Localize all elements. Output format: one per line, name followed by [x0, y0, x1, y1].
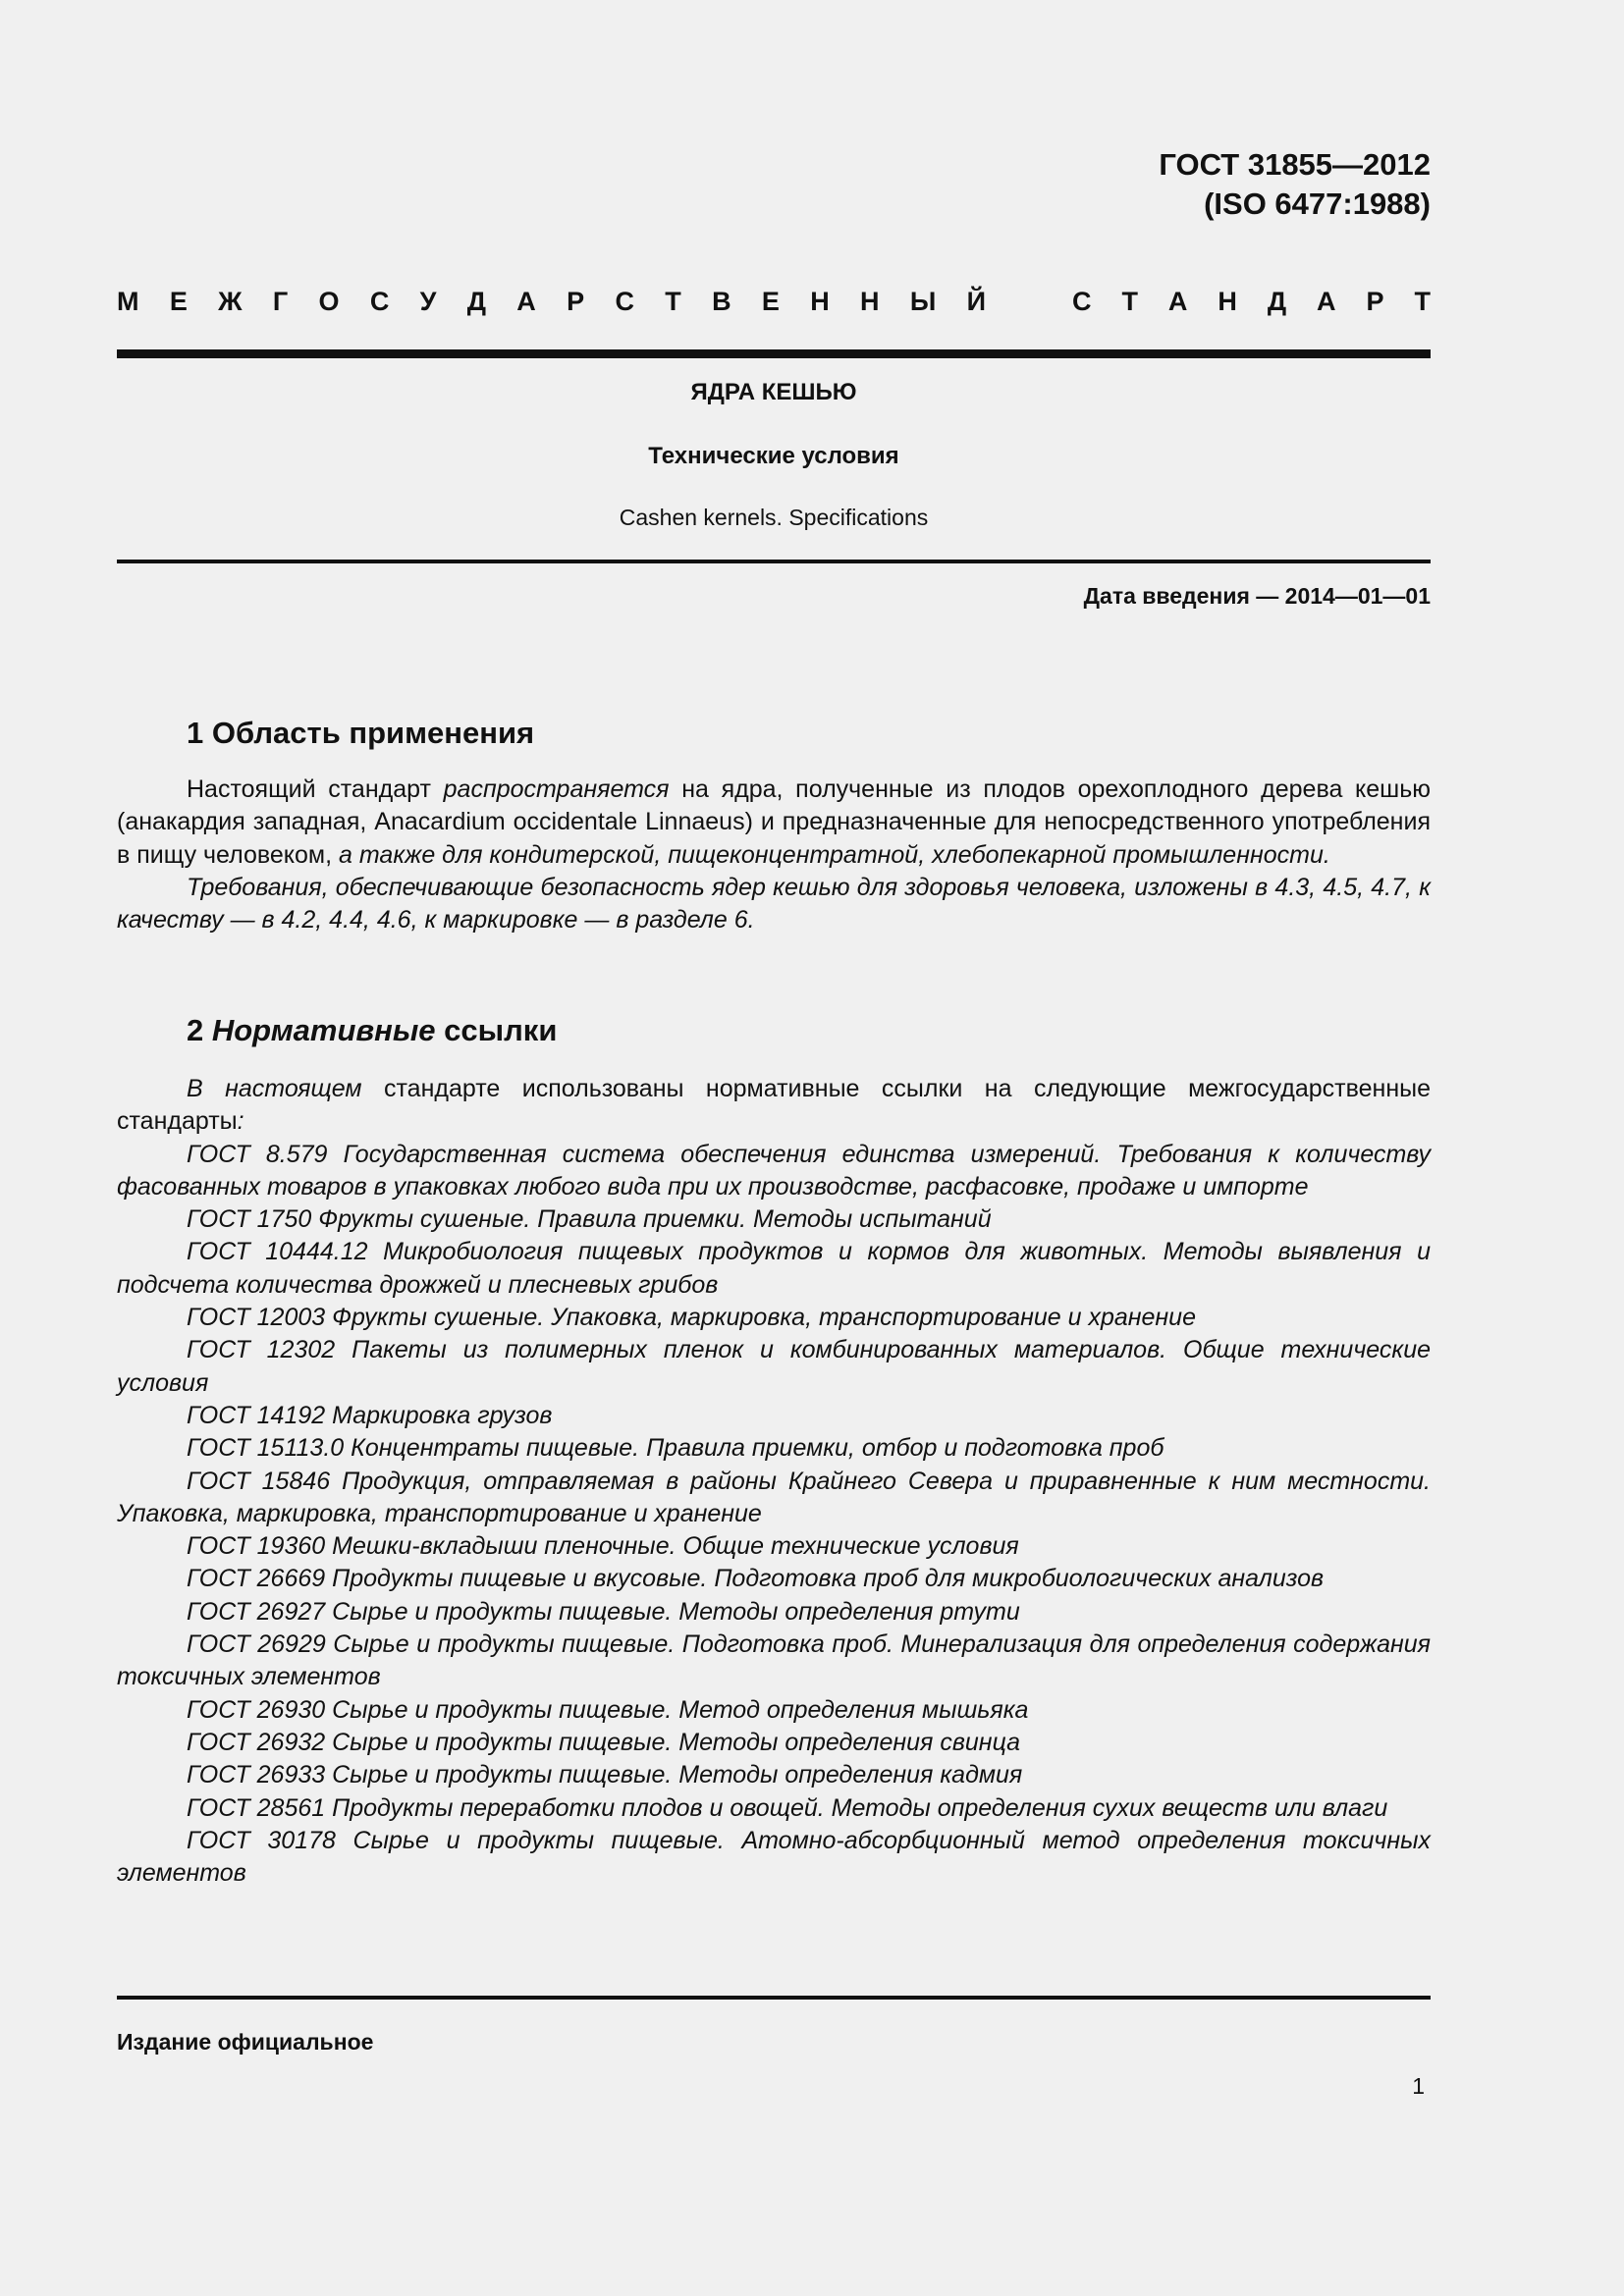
section-1-paragraph-1: Настоящий стандарт распространяется на ядра, полученные из плодов орехоплодного дерева кешью (анакардия западная, Anacardium occidentale Linnaeus) и предназначенные для непосредственного употребления в пищу человеком, а также для кондитерской, пищеконцентратной, хлебопекарной промышленности.	[117, 775, 1431, 869]
banner-letter: С	[1072, 287, 1092, 316]
interstate-standard-banner	[117, 287, 1431, 317]
banner-letter: Т	[1121, 287, 1138, 316]
banner-letter: Р	[567, 287, 585, 316]
reference-item: ГОСТ 26932 Сырье и продукты пищевые. Методы определения свинца	[187, 1728, 1021, 1756]
banner-letter: У	[419, 287, 437, 316]
reference-item: ГОСТ 1750 Фрукты сушеные. Правила приемки. Методы испытаний	[187, 1205, 992, 1234]
banner-word-interstate	[117, 287, 986, 317]
section-2-body	[117, 1073, 1431, 1890]
standard-number: ГОСТ 31855—2012	[1159, 147, 1431, 182]
official-edition-label: Издание официальное	[117, 2029, 374, 2055]
reference-item: ГОСТ 26929 Сырье и продукты пищевые. Подготовка проб. Минерализация для определения содержания токсичных элементов	[117, 1630, 1431, 1691]
reference-item: ГОСТ 26930 Сырье и продукты пищевые. Метод определения мышьяка	[187, 1695, 1029, 1724]
reference-item: ГОСТ 26933 Сырье и продукты пищевые. Методы определения кадмия	[187, 1761, 1023, 1789]
page-number: 1	[1412, 2073, 1425, 2099]
banner-letter: С	[615, 287, 634, 316]
banner-letter: Д	[1267, 287, 1287, 316]
reference-item: ГОСТ 12003 Фрукты сушеные. Упаковка, маркировка, транспортирование и хранение	[187, 1304, 1196, 1332]
banner-letter: А	[516, 287, 536, 316]
banner-letter: Р	[1366, 287, 1384, 316]
banner-letter: А	[1167, 287, 1188, 316]
reference-item: ГОСТ 15113.0 Концентраты пищевые. Правила приемки, отбор и подготовка проб	[187, 1434, 1164, 1463]
standard-number-block	[1159, 145, 1431, 224]
banner-word-standard	[1072, 287, 1431, 317]
document-title: ЯДРА КЕШЬЮ	[690, 379, 857, 405]
reference-item: ГОСТ 12302 Пакеты из полимерных пленок и комбинированных материалов. Общие технические условия	[117, 1336, 1431, 1397]
iso-number: (ISO 6477:1988)	[1204, 187, 1431, 221]
banner-letter: Т	[665, 287, 681, 316]
banner-letter: Н	[860, 287, 880, 316]
title-rule	[117, 560, 1431, 563]
banner-letter: Т	[1414, 287, 1431, 316]
banner-letter: Е	[169, 287, 188, 316]
banner-letter: М	[117, 287, 139, 316]
document-subtitle: Технические условия	[648, 443, 899, 469]
banner-letter: Н	[1218, 287, 1237, 316]
section-2-intro: В настоящем стандарте использованы нормативные ссылки на следующие межгосударственные стандарты:	[117, 1075, 1432, 1136]
banner-letter: Е	[761, 287, 780, 316]
reference-item: ГОСТ 8.579 Государственная система обеспечения единства измерений. Требования к количеству фасованных товаров в упаковках любого вида при их производстве, расфасовке, продаже и импорте	[117, 1140, 1431, 1201]
banner-letter: Н	[810, 287, 830, 316]
reference-item: ГОСТ 26927 Сырье и продукты пищевые. Методы определения ртути	[187, 1597, 1020, 1626]
reference-item: ГОСТ 30178 Сырье и продукты пищевые. Атомно-абсорбционный метод определения токсичных элементов	[117, 1826, 1431, 1888]
banner-letter: Ж	[218, 287, 243, 316]
banner-letter: Ы	[909, 287, 937, 316]
banner-letter: В	[712, 287, 731, 316]
banner-letter: А	[1317, 287, 1336, 316]
normative-references-list	[117, 1139, 1431, 1891]
banner-letter: Й	[966, 287, 986, 316]
header-rule	[117, 349, 1431, 358]
reference-item: ГОСТ 28561 Продукты переработки плодов и овощей. Методы определения сухих веществ или влаги	[187, 1793, 1388, 1822]
introduction-date: Дата введения — 2014—01—01	[1083, 583, 1431, 609]
footer-rule	[117, 1996, 1431, 2000]
reference-item: ГОСТ 19360 Мешки-вкладыши пленочные. Общие технические условия	[187, 1532, 1019, 1561]
banner-letter: Г	[272, 287, 289, 316]
section-1-paragraph-2: Требования, обеспечивающие безопасность ядер кешью для здоровья человека, изложены в 4.3, 4.5, 4.7, к качеству — в 4.2, 4.4, 4.6, к маркировке — в разделе 6.	[117, 873, 1431, 934]
banner-letter: О	[318, 287, 340, 316]
reference-item: ГОСТ 14192 Маркировка грузов	[187, 1401, 553, 1429]
reference-item: ГОСТ 26669 Продукты пищевые и вкусовые. Подготовка проб для микробиологических анализов	[187, 1565, 1325, 1593]
reference-item: ГОСТ 15846 Продукция, отправляемая в районы Крайнего Севера и приравненные к ним местности. Упаковка, маркировка, транспортирование и хранение	[117, 1467, 1431, 1527]
banner-letter: Д	[466, 287, 486, 316]
banner-letter: С	[369, 287, 390, 316]
section-1-body	[117, 774, 1431, 936]
section-1-heading: 1 Область применения	[187, 716, 535, 750]
section-2-heading: 2 Нормативные ссылки	[187, 1013, 558, 1047]
english-title: Cashen kernels. Specifications	[619, 505, 929, 530]
reference-item: ГОСТ 10444.12 Микробиология пищевых продуктов и кормов для животных. Методы выявления и подсчета количества дрожжей и плесневых грибов	[117, 1238, 1431, 1299]
